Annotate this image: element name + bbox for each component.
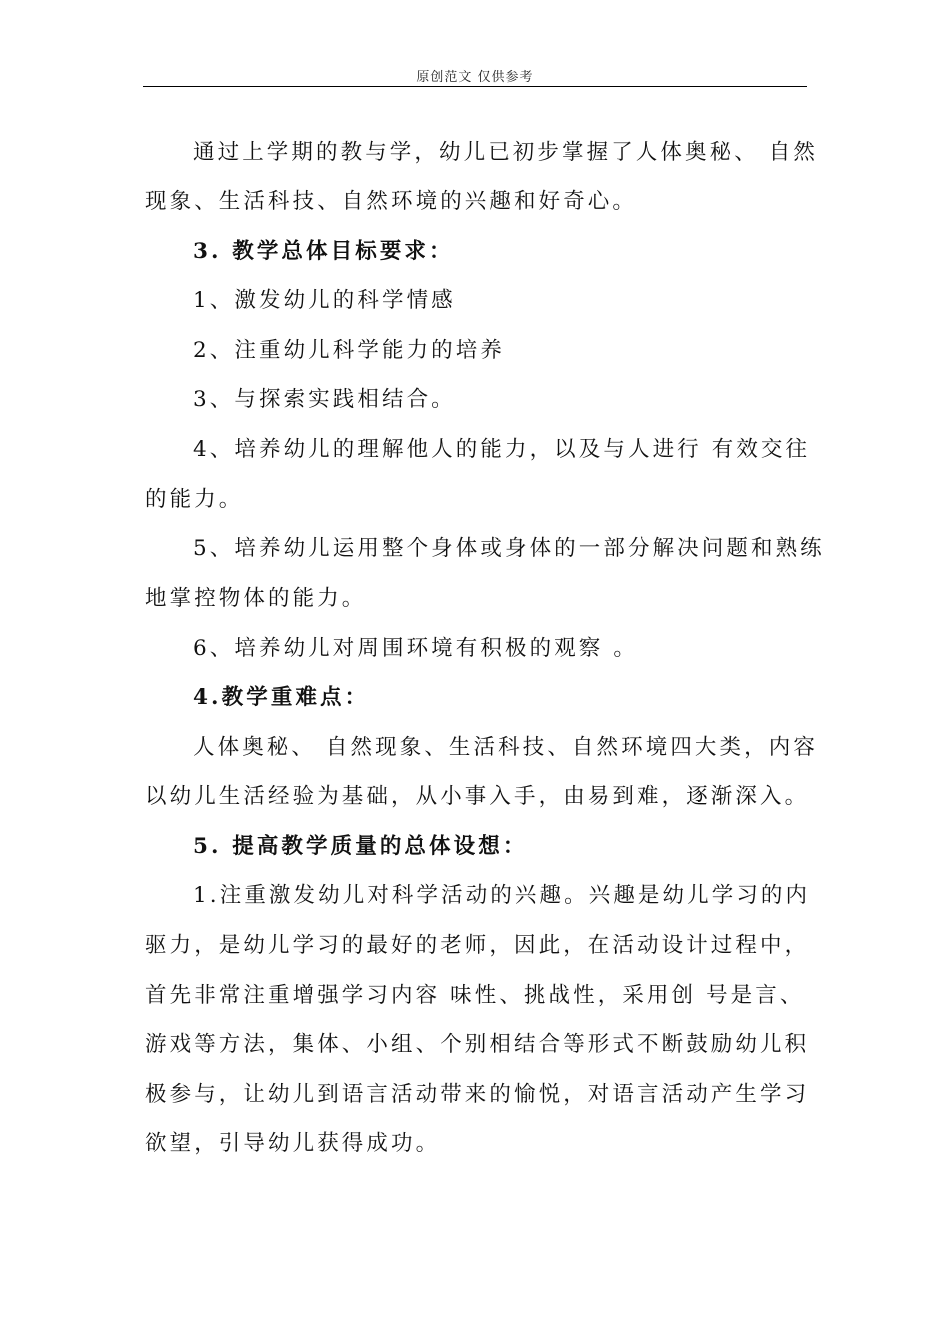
list-item: 5、培养幼儿运用整个身体或身体的一部分解决问题和熟练 xyxy=(193,536,825,561)
paragraph-line: 游戏等方法，集体、小组、个别相结合等形式不断鼓励幼儿积 xyxy=(145,1032,810,1057)
section-heading: 5. 提高教学质量的总体设想： xyxy=(193,834,528,859)
section-heading: 4.教学重难点： xyxy=(193,685,370,710)
paragraph-line: 1.注重激发幼儿对科学活动的兴趣。兴趣是幼儿学习的内 xyxy=(193,883,811,908)
page-header xyxy=(143,66,807,87)
paragraph-line: 通过上学期的教与学，幼儿已初步掌握了人体奥秘、 自然 xyxy=(193,140,818,165)
list-item: 4、培养幼儿的理解他人的能力，以及与人进行 有效交往 xyxy=(193,437,811,462)
section-heading: 3. 教学总体目标要求： xyxy=(193,239,454,264)
list-item: 2、注重幼儿科学能力的培养 xyxy=(193,338,505,363)
list-item-continuation: 的能力。 xyxy=(145,487,244,512)
paragraph-line: 极参与，让幼儿到语言活动带来的愉悦，对语言活动产生学习 xyxy=(145,1082,810,1107)
paragraph-line: 首先非常注重增强学习内容 味性、挑战性，采用创 号是言、 xyxy=(145,983,805,1008)
list-item: 6、培养幼儿对周围环境有积极的观察 。 xyxy=(193,636,638,661)
header-text: 原创范文 仅供参考 xyxy=(416,70,534,85)
paragraph-line: 现象、生活科技、自然环境的兴趣和好奇心。 xyxy=(145,189,638,214)
paragraph-line: 人体奥秘、 自然现象、生活科技、自然环境四大类，内容 xyxy=(193,735,818,760)
list-item: 3、与探索实践相结合。 xyxy=(193,387,456,412)
list-item-continuation: 地掌控物体的能力。 xyxy=(145,586,367,611)
list-item: 1、激发幼儿的科学情感 xyxy=(193,288,456,313)
paragraph-line: 驱力，是幼儿学习的最好的老师，因此，在活动设计过程中， xyxy=(145,933,810,958)
paragraph-line: 以幼儿生活经验为基础，从小事入手，由易到难，逐渐深入。 xyxy=(145,784,810,809)
paragraph-line: 欲望，引导幼儿获得成功。 xyxy=(145,1131,441,1156)
